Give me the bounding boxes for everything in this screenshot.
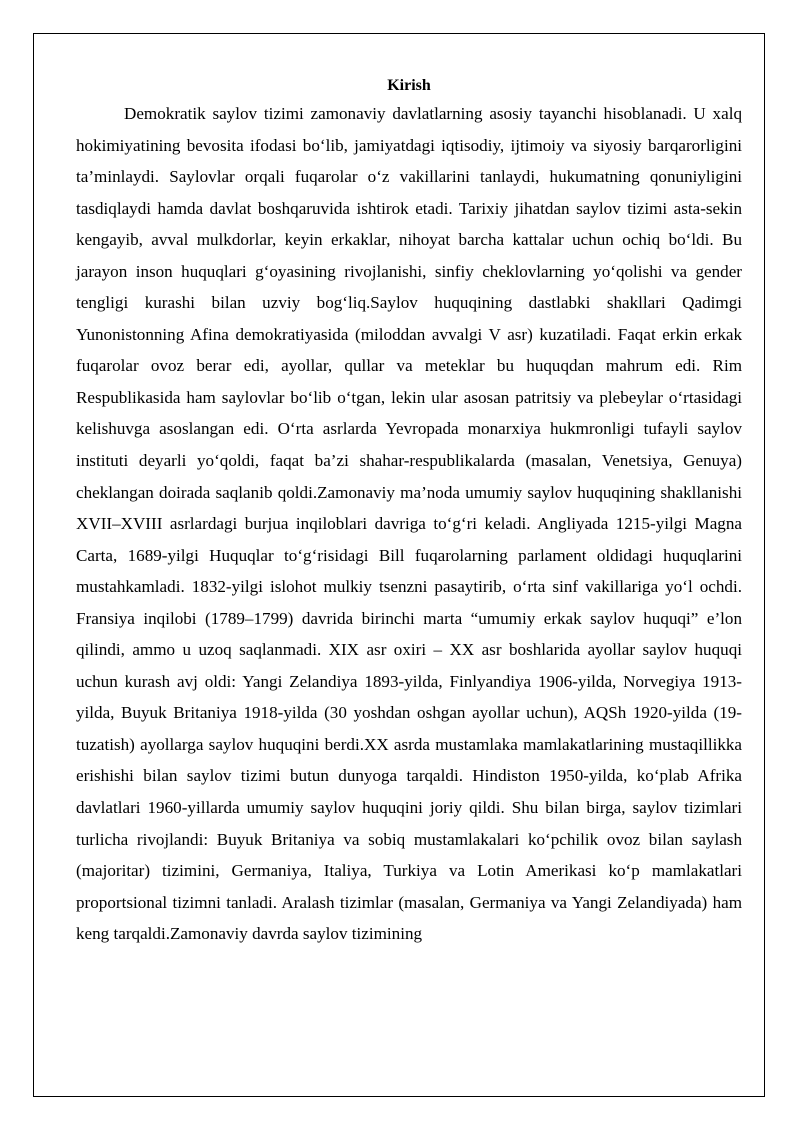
section-title: Kirish [387, 77, 431, 94]
document-content [76, 74, 742, 950]
body-paragraph: Demokratik saylov tizimi zamonaviy davlatlarning asosiy tayanchi hisoblanadi. U xalq hokimiyatining bevosita ifodasi bo‘lib, jamiyatdagi iqtisodiy, ijtimoiy va siyosiy barqarorligini ta’minlaydi. Saylovlar orqali fuqarolar o‘z vakillarini tanlaydi, hukumatning qonuniyligini tasdiqlaydi hamda davlat boshqaruvida ishtirok etadi. Tarixiy jihatdan saylov tizimi asta-sekin kengayib, avval mulkdorlar, keyin erkaklar, nihoyat barcha kattalar uchun ochiq bo‘ldi. Bu jarayon inson huquqlari g‘oyasining rivojlanishi, sinfiy cheklovlarning yo‘qolishi va gender tengligi kurashi bilan uzviy bog‘liq.Saylov huquqining dastlabki shakllari Qadimgi Yunonistonning Afina demokratiyasida (miloddan avvalgi V asr) kuzatiladi. Faqat erkin erkak fuqarolar ovoz berar edi, ayollar, qullar va meteklar bu huquqdan mahrum edi. Rim Respublikasida ham saylovlar bo‘lib o‘tgan, lekin ular asosan patritsiy va plebeylar o‘rtasidagi kelishuvga asoslangan edi. O‘rta asrlarda Yevropada monarxiya hukmronligi tufayli saylov instituti deyarli yo‘qoldi, faqat ba’zi shahar-respublikalarda (masalan, Venetsiya, Genuya) cheklangan doirada saqlanib qoldi.Zamonaviy ma’noda umumiy saylov huquqining shakllanishi XVII–XVIII asrlardagi burjua inqiloblari davriga to‘g‘ri keladi. Angliyada 1215-yilgi Magna Carta, 1689-yilgi Huquqlar to‘g‘risidagi Bill fuqarolarning parlament oldidagi huquqlarini mustahkamladi. 1832-yilgi islohot mulkiy tsenzni pasaytirib, o‘rta sinf vakillariga yo‘l ochdi. Fransiya inqilobi (1789–1799) davrida birinchi marta “umumiy erkak saylov huquqi” e’lon qilindi, ammo u uzoq saqlanmadi. XIX asr oxiri – XX asr boshlarida ayollar saylov huquqi uchun kurash avj oldi: Yangi Zelandiya 1893-yilda, Finlyandiya 1906-yilda, Norvegiya 1913-yilda, Buyuk Britaniya 1918-yilda (30 yoshdan oshgan ayollar uchun), AQSh 1920-yilda (19-tuzatish) ayollarga saylov huquqini berdi.XX asrda mustamlaka mamlakatlarining mustaqillikka erishishi bilan saylov tizimi butun dunyoga tarqaldi. Hindiston 1950-yilda, ko‘plab Afrika davlatlari 1960-yillarda umumiy saylov huquqini joriy qildi. Shu bilan birga, saylov tizimlari turlicha rivojlandi: Buyuk Britaniya va sobiq mustamlakalari ko‘pchilik ovoz bilan saylash (majoritar) tizimini, Germaniya, Italiya, Turkiya va Lotin Amerikasi ko‘p mamlakatlari proportsional tizimni tanladi. Aralash tizimlar (masalan, Germaniya va Yangi Zelandiyada) ham keng tarqaldi.Zamonaviy davrda saylov tizimining [76, 104, 742, 944]
